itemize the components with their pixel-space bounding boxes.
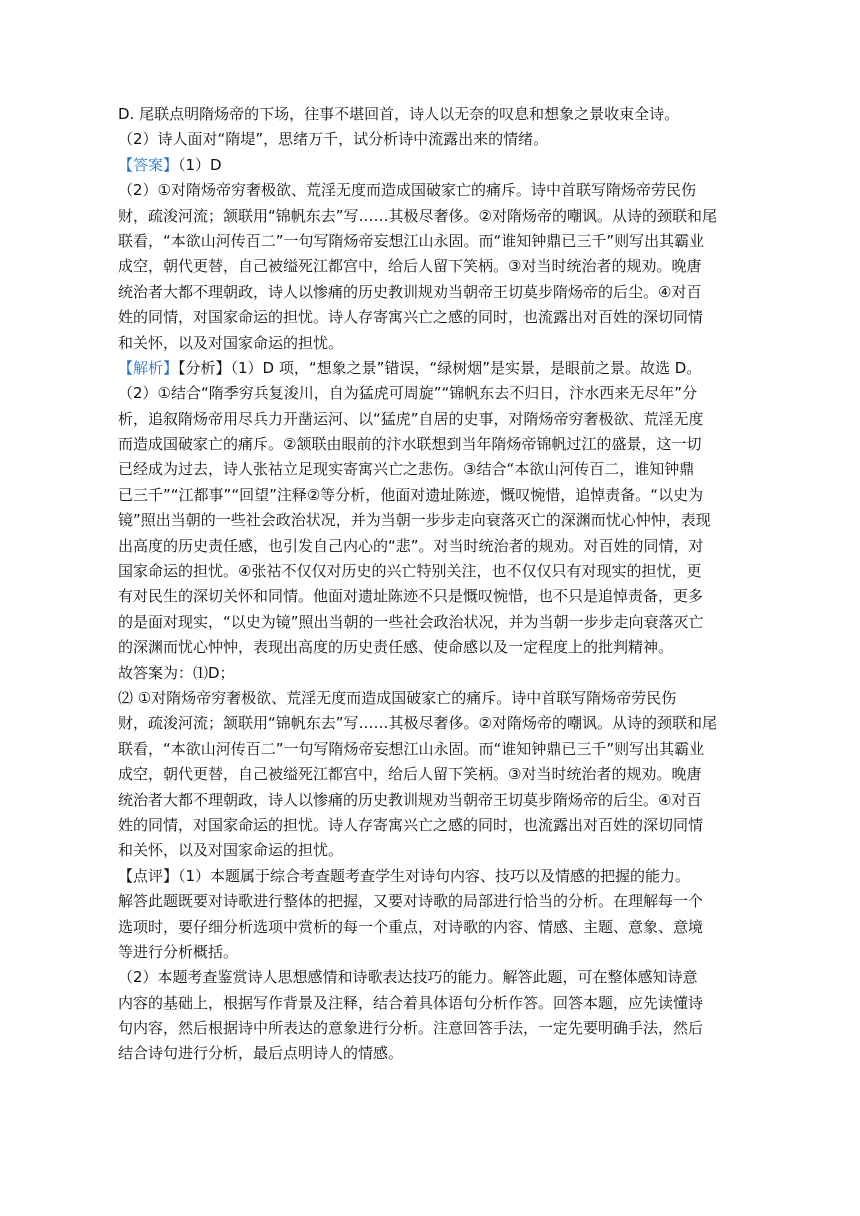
line-text: D. 尾联点明隋炀帝的下场，往事不堪回首，诗人以无奈的叹息和想象之景收束全诗。 — [118, 105, 680, 123]
text-line — [118, 178, 748, 203]
line-text: 统治者大都不理朝政，诗人以惨痛的历史教训规劝当朝帝王切莫步隋炀帝的后尘。④对百 — [118, 282, 702, 301]
line-text: 已三千”“江都事”“回望”注释②等分析，他面对遗址陈迹，慨叹惋惜，追悼责备。“以史为 — [118, 485, 704, 504]
line-text: 联看，“本欲山河传百二”一句写隋炀帝妄想江山永固。而“谁知钟鼎已三千”则写出其霸业 — [118, 231, 705, 250]
line-text: 【点评】（1）本题属于综合考查题考查学生对诗句内容、技巧以及情感的把握的能力。 — [118, 866, 691, 885]
line-text: 内容的基础上，根据写作背景及注释，结合着具体语句分析作答。回答本题，应先读懂诗 — [118, 993, 704, 1012]
line-text: 等进行分析概括。 — [118, 942, 239, 961]
section-tag: 【答案】 — [118, 155, 179, 174]
line-text: 而造成国破家亡的痛斥。②颔联由眼前的汴水联想到当年隋炀帝锦帆过江的盛景，这一切 — [118, 435, 702, 454]
text-line — [118, 661, 748, 686]
line-text: 故答案为：⑴D； — [118, 663, 235, 682]
line-text: （2）诗人面对“隋堤”，思绪万千，试分析诗中流露出来的情绪。 — [118, 130, 549, 149]
text-line — [118, 813, 748, 838]
line-text: 姓的同情，对国家命运的担忧。诗人存寄寓兴亡之感的同时，也流露出对百姓的深切同情 — [118, 308, 704, 327]
text-line — [118, 686, 748, 711]
text-line — [118, 991, 748, 1016]
text-line — [118, 305, 748, 330]
line-text: （2）①对隋炀帝穷奢极欲、荒淫无度而造成国破家亡的痛斥。诗中首联写隋炀帝劳民伤 — [118, 181, 696, 200]
text-line — [118, 381, 748, 406]
line-text: 结合诗句进行分析，最后点明诗人的情感。 — [118, 1044, 404, 1063]
text-line — [118, 1016, 748, 1041]
line-text: 成空，朝代更替，自己被缢死江都宫中，给后人留下笑柄。③对当时统治者的规劝。晚唐 — [118, 765, 702, 784]
text-line — [118, 762, 748, 787]
section-tag: 【解析】 — [118, 358, 179, 377]
line-text: 已经成为过去，诗人张祜立足现实寄寓兴亡之悲伤。③结合“本欲山河传百二，谁知钟鼎 — [118, 460, 695, 479]
line-text: 财，疏浚河流；颔联用“锦帆东去”写……其极尽奢侈。②对隋炀帝的嘲讽。从诗的颈联和尾 — [118, 206, 717, 225]
text-line — [118, 584, 748, 609]
text-line — [118, 1041, 748, 1066]
line-text: （2）本题考查鉴赏诗人思想感情和诗歌表达技巧的能力。解答此题，可在整体感知诗意 — [118, 968, 698, 987]
line-text: 【分析】（1）D 项，“想象之景”错误，“绿树烟”是实景，是眼前之景。故选 D。 — [178, 358, 702, 377]
line-text: 联看，“本欲山河传百二”一句写隋炀帝妄想江山永固。而“谁知钟鼎已三千”则写出其霸业 — [118, 739, 705, 758]
line-text: 和关怀，以及对国家命运的担忧。 — [118, 841, 344, 860]
text-line — [118, 610, 748, 635]
text-line — [118, 457, 748, 482]
text-line — [118, 407, 748, 432]
text-line — [118, 534, 748, 559]
line-text: 的深渊而忧心忡忡，表现出高度的历史责任感、使命感以及一定程度上的批判精神。 — [118, 638, 674, 657]
line-text: （2）①结合“隋季穷兵复浚川，自为猛虎可周旋”“锦帆东去不归日，汴水西来无尽年”分 — [118, 384, 698, 403]
text-line — [118, 483, 748, 508]
text-line — [118, 102, 748, 127]
line-text: 有对民生的深切关怀和同情。他面对遗址陈迹不只是慨叹惋惜，也不只是追悼责备，更多 — [118, 587, 704, 606]
text-line — [118, 889, 748, 914]
text-line — [118, 838, 748, 863]
line-text: 镜”照出当朝的一些社会政治状况，并为当朝一步步走向衰落灭亡的深渊而忧心忡忡，表现 — [118, 511, 711, 530]
line-text: 析，追叙隋炀帝用尽兵力开凿运河、以“猛虎”自居的史事，对隋炀帝穷奢极欲、荒淫无度 — [118, 409, 704, 428]
line-text: 解答此题既要对诗歌进行整体的把握，又要对诗歌的局部进行恰当的分析。在理解每一个 — [118, 892, 704, 911]
line-text: 姓的同情，对国家命运的担忧。诗人存寄寓兴亡之感的同时，也流露出对百姓的深切同情 — [118, 815, 704, 834]
text-line — [118, 711, 748, 736]
text-line — [118, 280, 748, 305]
line-text: 选项时，要仔细分析选项中赏析的每一个重点，对诗歌的内容、情感、主题、意象、意境 — [118, 917, 704, 936]
text-line — [118, 356, 748, 381]
text-line — [118, 204, 748, 229]
text-line — [118, 432, 748, 457]
line-text: （1）D — [178, 155, 222, 174]
text-line — [118, 229, 748, 254]
text-line — [118, 915, 748, 940]
line-text: 的是面对现实，“以史为镜”照出当朝的一些社会政治状况，并为当朝一步步走向衰落灭亡 — [118, 612, 704, 631]
text-line — [118, 864, 748, 889]
line-text: 财，疏浚河流；颔联用“锦帆东去”写……其极尽奢侈。②对隋炀帝的嘲讽。从诗的颈联和尾 — [118, 714, 717, 733]
text-line — [118, 153, 748, 178]
text-line — [118, 965, 748, 990]
line-text: 和关怀，以及对国家命运的担忧。 — [118, 333, 344, 352]
text-line — [118, 508, 748, 533]
text-line — [118, 635, 748, 660]
line-text: 国家命运的担忧。④张祜不仅仅对历史的兴亡特别关注，也不仅仅只有对现实的担忧，更 — [118, 562, 702, 581]
text-line — [118, 254, 748, 279]
line-text: 句内容，然后根据诗中所表达的意象进行分析。注意回答手法，一定先要明确手法，然后 — [118, 1019, 704, 1038]
line-text: 出高度的历史责任感，也引发自己内心的“悲”。对当时统治者的规劝。对百姓的同情，对 — [118, 536, 704, 555]
text-line — [118, 559, 748, 584]
text-line — [118, 940, 748, 965]
line-text: ⑵ ①对隋炀帝穷奢极欲、荒淫无度而造成国破家亡的痛斥。诗中首联写隋炀帝劳民伤 — [118, 688, 677, 707]
text-line — [118, 331, 748, 356]
text-line — [118, 788, 748, 813]
text-line — [118, 127, 748, 152]
answer-explanation-text — [118, 102, 748, 1067]
line-text: 成空，朝代更替，自己被缢死江都宫中，给后人留下笑柄。③对当时统治者的规劝。晚唐 — [118, 257, 702, 276]
text-line — [118, 737, 748, 762]
line-text: 统治者大都不理朝政，诗人以惨痛的历史教训规劝当朝帝王切莫步隋炀帝的后尘。④对百 — [118, 790, 702, 809]
